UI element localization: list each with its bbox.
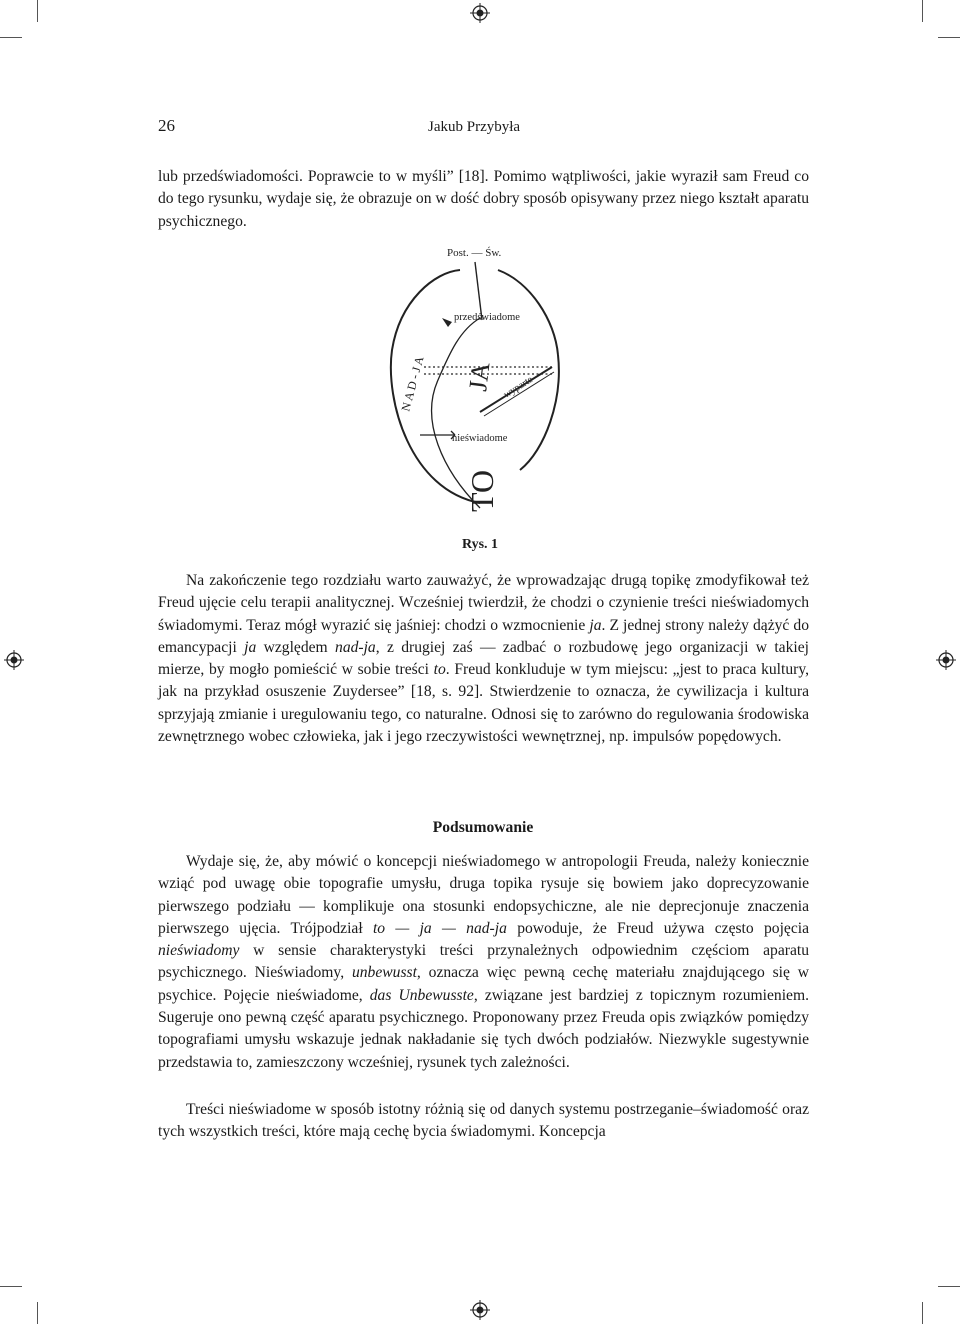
label-repressed: wyparte: [501, 374, 535, 401]
pointer-arrow-icon: [442, 318, 452, 327]
emphasis: nad-ja: [335, 638, 376, 656]
intro-paragraph: lub przedświadomości. Poprawcie to w myśli” [18]. Pomimo wątpliwości, jakie wyraził sam Freud co do tego rysunku, wydaje się, że obrazuje on w dość dobry sposób opisywany przez niego kształt aparatu psychicznego.: [158, 168, 809, 230]
crop-mark: [0, 1286, 22, 1287]
psychic-apparatus-diagram: [380, 240, 580, 520]
emphasis: to — ja — nad-ja: [372, 919, 507, 937]
figure-top-label: Post. — Św.: [447, 247, 502, 259]
body-paragraph: Treści nieświadome w sposób istotny różnią się od danych systemu postrzeganie–świadomość oraz tych wszystkich treści, które mają cechę bycia świadomymi. Koncepcja: [158, 1101, 809, 1141]
running-header-author: Jakub Przybyła: [428, 119, 521, 135]
crop-mark: [922, 1302, 923, 1324]
emphasis: to: [433, 661, 446, 679]
crop-mark: [37, 1302, 38, 1324]
label-preconscious: przedświadome: [454, 312, 520, 323]
crop-mark: [922, 0, 923, 22]
emphasis: das Unbewusste: [369, 986, 474, 1004]
section-heading: Podsumowanie: [432, 819, 534, 836]
emphasis: ja: [589, 616, 602, 634]
crop-mark: [938, 37, 960, 38]
label-unconscious: nieświadome: [452, 433, 508, 444]
running-header: [158, 116, 808, 140]
page-number: 26: [158, 116, 175, 135]
registration-mark-icon: [4, 650, 24, 670]
registration-mark-icon: [470, 3, 490, 23]
crop-mark: [938, 1286, 960, 1287]
emphasis: nieświadomy: [158, 942, 240, 960]
label-ego: JA: [463, 360, 496, 393]
body-paragraph: Na zakończenie tego rozdziału warto zauważyć, że wprowadzając drugą topikę zmodyfikował też Freud ujęcie celu terapii analitycznej. Wcześniej twierdził, że chodzi o czynienie treści nieświadomych świadomymi. Teraz mógł wyrazić się jaśniej: chodzi o wzmocnienie ja. Z jednej strony należy dążyć do emancypacji ja względem nad-ja, z drugiej zaś — zadbać o rozbudowę jego organizacji w takiej mierze, by mogło pomieścić w sobie treści to. Freud konkluduje w tym miejscu: „jest to praca kultury, jak na przykład osuszenie Zuydersee” [18, s. 92]. Stwierdzenie to oznacza, że cywilizacja i kultura sprzyjają zmianie i uregulowaniu tego, co naturalne. Odnosi się to zarówno do regulowania środowiska zewnętrznego wobec człowieka, jak i jego rzeczywistości wewnętrznej, np. impulsów popędowych.: [158, 572, 810, 746]
repression-bar-line: [484, 372, 554, 416]
registration-mark-icon: [470, 1300, 490, 1320]
registration-mark-icon: [936, 650, 956, 670]
emphasis: unbewusst: [351, 964, 417, 982]
label-id: TO: [464, 469, 500, 512]
figure-caption: Rys. 1: [461, 537, 499, 552]
emphasis: ja: [244, 638, 257, 656]
crop-mark: [0, 37, 22, 38]
body-paragraph: Wydaje się, że, aby mówić o koncepcji nieświadomego w antropologii Freuda, należy koniecznie wziąć pod uwagę obie topografie umysłu, druga topika rysuje się bowiem jako doprecyzowanie pierwszego podziału — komplikuje ona stosunki endopsychiczne, ale nie deprecjonuje znaczenia pierwszego ujęcia. Trójpodział to — ja — nad-ja powoduje, że Freud używa często pojęcia nieświadomy w sensie charakterystyki treści przynależnych odpowiednim częściom aparatu psychicznego. Nieświadomy, unbewusst, oznacza więc pewną cechę materiału znajdującego się w psychice. Pojęcie nieświadome, das Unbewusste, związane jest bardziej z topicznym rozumieniem. Sugeruje ono pewną część aparatu psychicznego. Proponowany przez Freuda opis związków pomiędzy topografiami umysłu wskazuje jednak nakładanie się tych dwóch podziałów. Niezwykle sugestywnie przedstawia to, zamieszczony wcześniej, rysunek tych zależności.: [158, 853, 810, 1071]
label-superego: N A D - J A: [398, 354, 427, 413]
crop-mark: [37, 0, 38, 22]
